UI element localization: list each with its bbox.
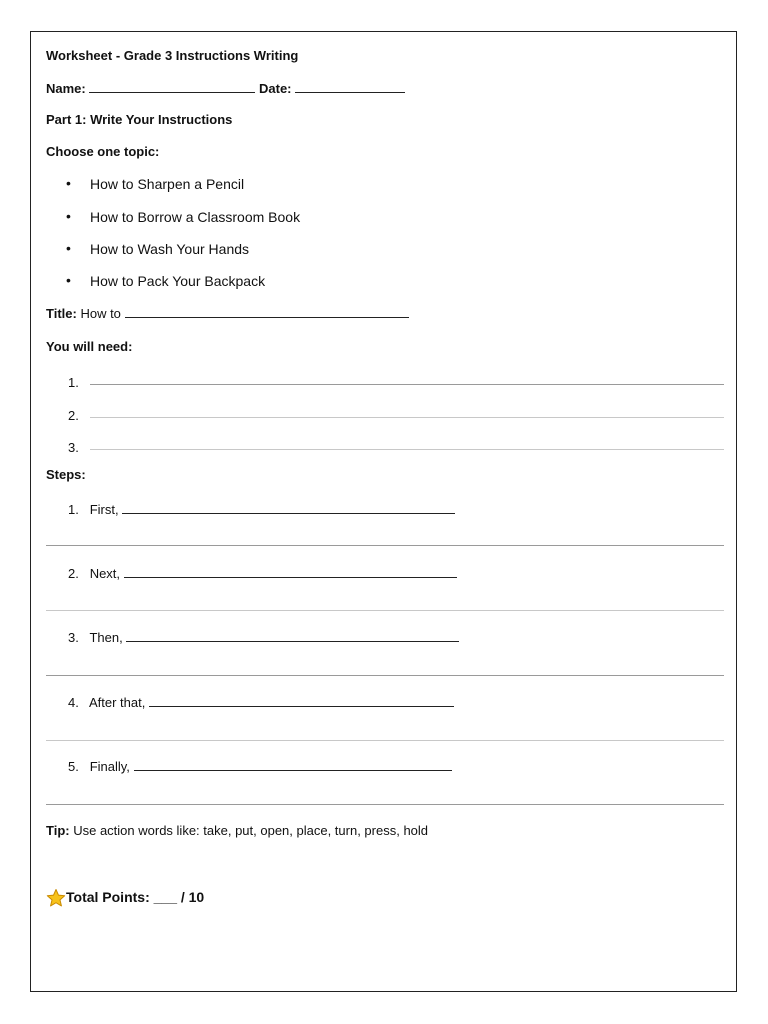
step-text: First, [89, 502, 119, 517]
bullet-dot: • [66, 240, 71, 256]
step-item [68, 629, 459, 645]
step-number: 3. [68, 630, 79, 645]
you-will-need-label: You will need: [46, 339, 133, 354]
step-divider [46, 740, 724, 741]
title-line [46, 305, 409, 321]
topic-item: How to Borrow a Classroom Book [90, 209, 301, 225]
step-number: 4. [68, 695, 79, 710]
step-number: 5. [68, 759, 79, 774]
step-divider [46, 804, 724, 805]
name-label: Name: [46, 81, 86, 96]
step-number: 1. [68, 502, 79, 517]
topic-item: How to Wash Your Hands [90, 241, 250, 257]
step-text: Next, [89, 566, 121, 581]
need-number: 1. [68, 375, 79, 390]
name-blank[interactable] [89, 80, 255, 93]
star-icon [46, 888, 66, 908]
step-number: 2. [68, 566, 79, 581]
bullet-dot: • [66, 175, 71, 191]
step-text: Then, [89, 630, 123, 645]
tip-label: Tip: [46, 823, 70, 838]
title-blank[interactable] [125, 305, 409, 318]
steps-label: Steps: [46, 467, 86, 482]
date-label: Date: [259, 81, 292, 96]
need-answer-line[interactable] [90, 384, 724, 385]
step-blank[interactable] [149, 694, 454, 707]
step-blank[interactable] [126, 629, 459, 642]
step-divider [46, 610, 724, 611]
step-item [68, 501, 455, 517]
topic-item: How to Pack Your Backpack [90, 273, 266, 289]
need-number: 3. [68, 440, 79, 455]
step-blank[interactable] [124, 565, 457, 578]
step-item [68, 694, 454, 710]
name-date-line [46, 80, 405, 96]
bullet-dot: • [66, 272, 71, 288]
tip-line [46, 823, 428, 838]
step-item [68, 758, 452, 774]
step-text: Finally, [89, 759, 130, 774]
tip-text: Use action words like: take, put, open, place, turn, press, hold [73, 823, 429, 838]
step-text: After that, [88, 695, 146, 710]
part1-heading: Part 1: Write Your Instructions [46, 112, 233, 127]
choose-topic-label: Choose one topic: [46, 144, 160, 159]
bullet-dot: • [66, 208, 71, 224]
title-label: Title: [46, 306, 77, 321]
topic-item: How to Sharpen a Pencil [90, 176, 245, 192]
need-answer-line[interactable] [90, 417, 724, 418]
step-divider [46, 545, 724, 546]
step-divider [46, 675, 724, 676]
date-blank[interactable] [295, 80, 405, 93]
need-answer-line[interactable] [90, 449, 724, 450]
total-points: Total Points: ___ / 10 [66, 889, 205, 905]
title-prefix: How to [80, 306, 121, 321]
need-number: 2. [68, 408, 79, 423]
step-blank[interactable] [134, 758, 452, 771]
step-item [68, 565, 457, 581]
worksheet-title: Worksheet - Grade 3 Instructions Writing [46, 48, 299, 63]
step-blank[interactable] [122, 501, 455, 514]
